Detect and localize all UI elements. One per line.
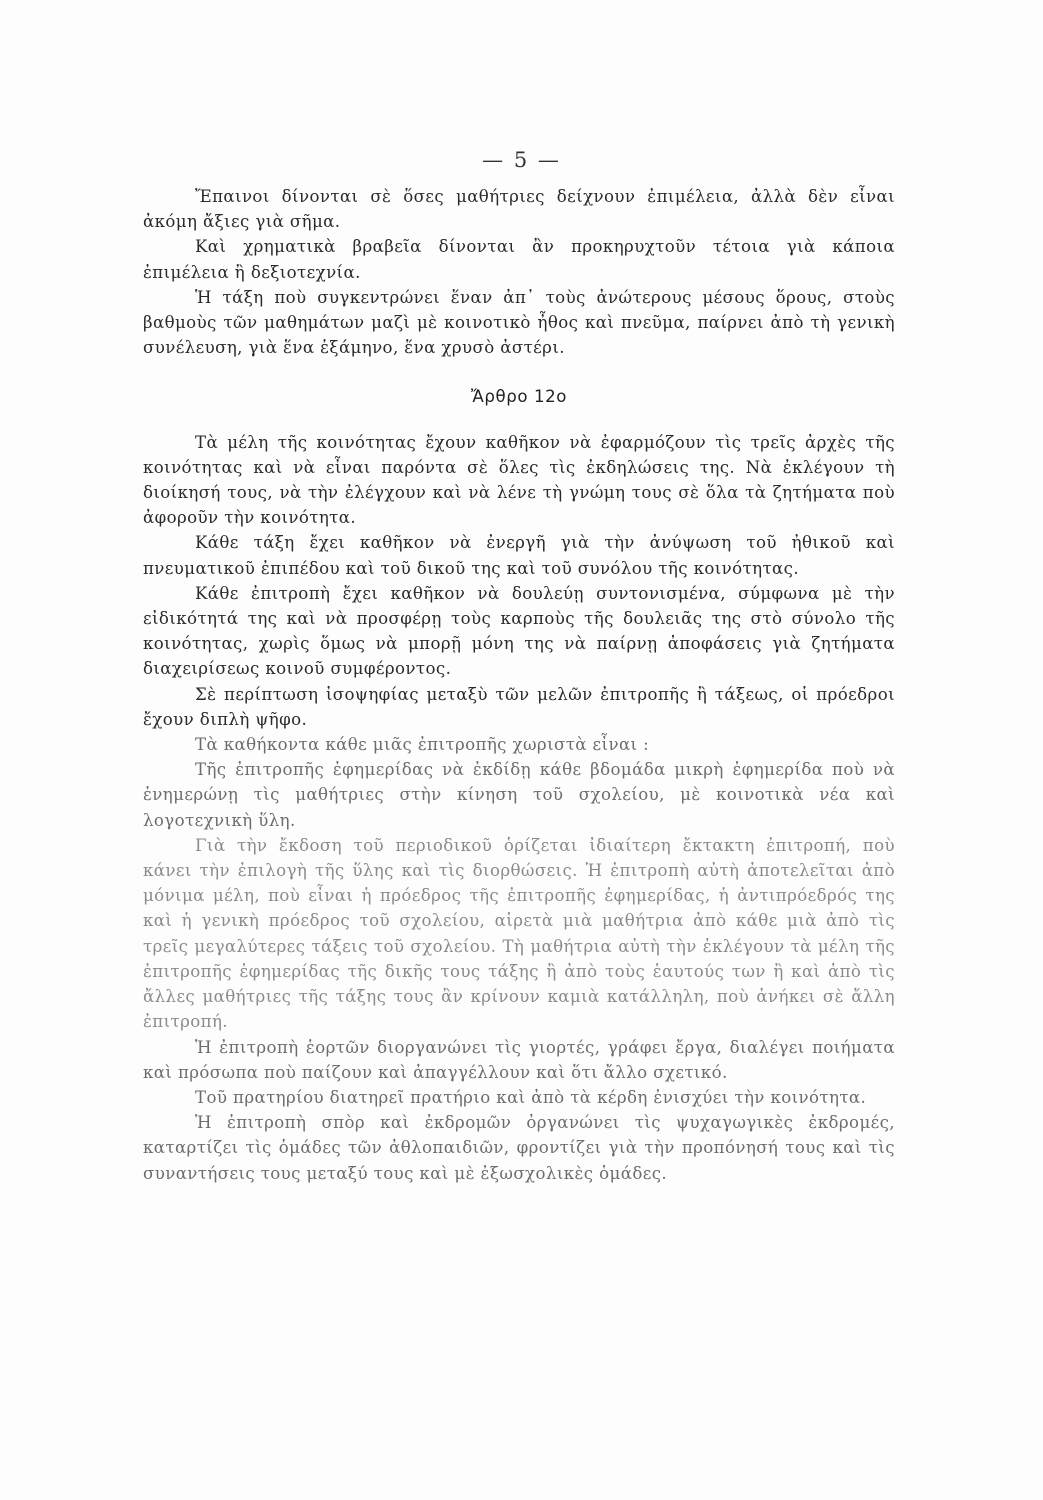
paragraph-member-duties: Τὰ μέλη τῆς κοινότητας ἔχουν καθῆκον νὰ ἐφαρμόζουν τὶς τρεῖς ἀρχὲς τῆς κοινότητας καὶ νὰ εἶναι παρόντα σὲ ὅλες τὶς ἐκδηλώσεις της. Νὰ ἐκλέγουν τὴ διοίκησή τους, νὰ τὴν ἐλέγχουν καὶ νὰ λένε τὴ γνώμη τους σὲ ὅλα τὰ ζητήματα ποὺ ἀφοροῦν τὴν κοινότητα.	[143, 432, 895, 528]
paragraph-duties-intro: Τὰ καθήκοντα κάθε μιᾶς ἐπιτροπῆς χωριστὰ εἶναι :	[195, 735, 650, 755]
page-number: — 5 —	[482, 148, 561, 172]
paragraph-gold-star: Ἡ τάξη ποὺ συγκεντρώνει ἕναν ἀπ᾽ τοὺς ἀνώτερους μέσους ὅρους, στοὺς βαθμοὺς τῶν μαθημάτων μαζὶ μὲ κοινοτικὸ ἦθος καὶ πνεῦμα, παίρνει ἀπὸ τὴ γενικὴ συνέλευση, γιὰ ἕνα ἑξάμηνο, ἕνα χρυσὸ ἀστέρι.	[143, 287, 895, 358]
paragraph-praise: Ἔπαινοι δίνονται σὲ ὅσες μαθήτριες δείχνουν ἐπιμέλεια, ἀλλὰ δὲν εἶναι ἀκόμη ἄξιες γιὰ σῆμα.	[143, 187, 895, 232]
paragraph-magazine-committee: Γιὰ τὴν ἔκδοση τοῦ περιοδικοῦ ὁρίζεται ἰδιαίτερη ἔκτακτη ἐπιτροπή, ποὺ κάνει τὴν ἐπιλογὴ τῆς ὕλης καὶ τὶς διορθώσεις. Ἡ ἐπιτροπὴ αὐτὴ ἀποτελεῖται ἀπὸ μόνιμα μέλη, ποὺ εἶναι ἡ πρόεδρος τῆς ἐπιτροπῆς ἐφημερίδας, ἡ ἀντιπρόεδρός της καὶ ἡ γενικὴ πρόεδρος τοῦ σχολείου, αἱρετὰ μιὰ μαθήτρια ἀπὸ κάθε μιὰ ἀπὸ τὶς τρεῖς μεγαλύτερες τάξεις τοῦ σχολείου. Τὴ μαθήτρια αὐτὴ τὴν ἐκλέγουν τὰ μέλη τῆς ἐπιτροπῆς ἐφημερίδας τῆς δικῆς τους τάξης ἢ ἀπὸ τοὺς ἑαυτούς των ἢ καὶ ἀπὸ τὶς ἄλλες μαθήτριες τῆς τάξης τους ἂν κρίνουν καμιὰ κατάλληλη, ποὺ ἀνήκει σὲ ἄλλη ἐπιτροπή.	[143, 835, 895, 1032]
paragraph-tie-vote: Σὲ περίπτωση ἰσοψηφίας μεταξὺ τῶν μελῶν ἐπιτροπῆς ἢ τάξεως, οἱ πρόεδροι ἔχουν διπλὴ ψῆφο.	[143, 684, 895, 729]
paragraph-class-duties: Κάθε τάξη ἔχει καθῆκον νὰ ἐνεργῆ γιὰ τὴν ἀνύψωση τοῦ ἠθικοῦ καὶ πνευματικοῦ ἐπιπέδου καὶ τοῦ δικοῦ της καὶ τοῦ συνόλου τῆς κοινότητας.	[143, 533, 895, 578]
body-text	[143, 184, 895, 1186]
paragraph-committee-duties: Κάθε ἐπιτροπὴ ἔχει καθῆκον νὰ δουλεύῃ συντονισμένα, σύμφωνα μὲ τὴν εἰδικότητά της καὶ νὰ προσφέρῃ τοὺς καρποὺς τῆς δουλειᾶς της στὸ σύνολο τῆς κοινότητας, χωρὶς ὅμως νὰ μπορῇ μόνη της νὰ παίρνῃ ἀποφάσεις γιὰ ζητήματα διαχειρίσεως κοινοῦ συμφέροντος.	[143, 583, 895, 679]
paragraph-celebrations-committee: Ἡ ἐπιτροπὴ ἑορτῶν διοργανώνει τὶς γιορτές, γράφει ἔργα, διαλέγει ποιήματα καὶ πρόσωπα ποὺ παίζουν καὶ ἀπαγγέλλουν καὶ ὅτι ἄλλο σχετικό.	[143, 1037, 895, 1082]
paragraph-newspaper-committee: Τῆς ἐπιτροπῆς ἐφημερίδας νὰ ἐκδίδῃ κάθε βδομάδα μικρὴ ἐφημερίδα ποὺ νὰ ἐνημερώνῃ τὶς μαθήτριες στὴν κίνηση τοῦ σχολείου, μὲ κοινοτικὰ νέα καὶ λογοτεχνικὴ ὕλη.	[143, 760, 895, 830]
paragraph-canteen-committee: Τοῦ πρατηρίου διατηρεῖ πρατήριο καὶ ἀπὸ τὰ κέρδη ἐνισχύει τὴν κοινότητα.	[195, 1087, 867, 1107]
paragraph-sports-committee: Ἡ ἐπιτροπὴ σπὸρ καὶ ἐκδρομῶν ὀργανώνει τὶς ψυχαγωγικὲς ἐκδρομές, καταρτίζει τὶς ὁμάδες τῶν ἀθλοπαιδιῶν, φροντίζει γιὰ τὴν προπόνησή τους καὶ τὶς συναντήσεις τους μεταξύ τους καὶ μὲ ἐξωσχολικὲς ὁμάδες.	[143, 1113, 895, 1183]
paragraph-monetary-prizes: Καὶ χρηματικὰ βραβεῖα δίνονται ἂν προκηρυχτοῦν τέτοια γιὰ κάποια ἐπιμέλεια ἢ δεξιοτεχνία.	[143, 237, 895, 282]
article-heading: Ἄρθρο 12ο	[470, 387, 568, 407]
